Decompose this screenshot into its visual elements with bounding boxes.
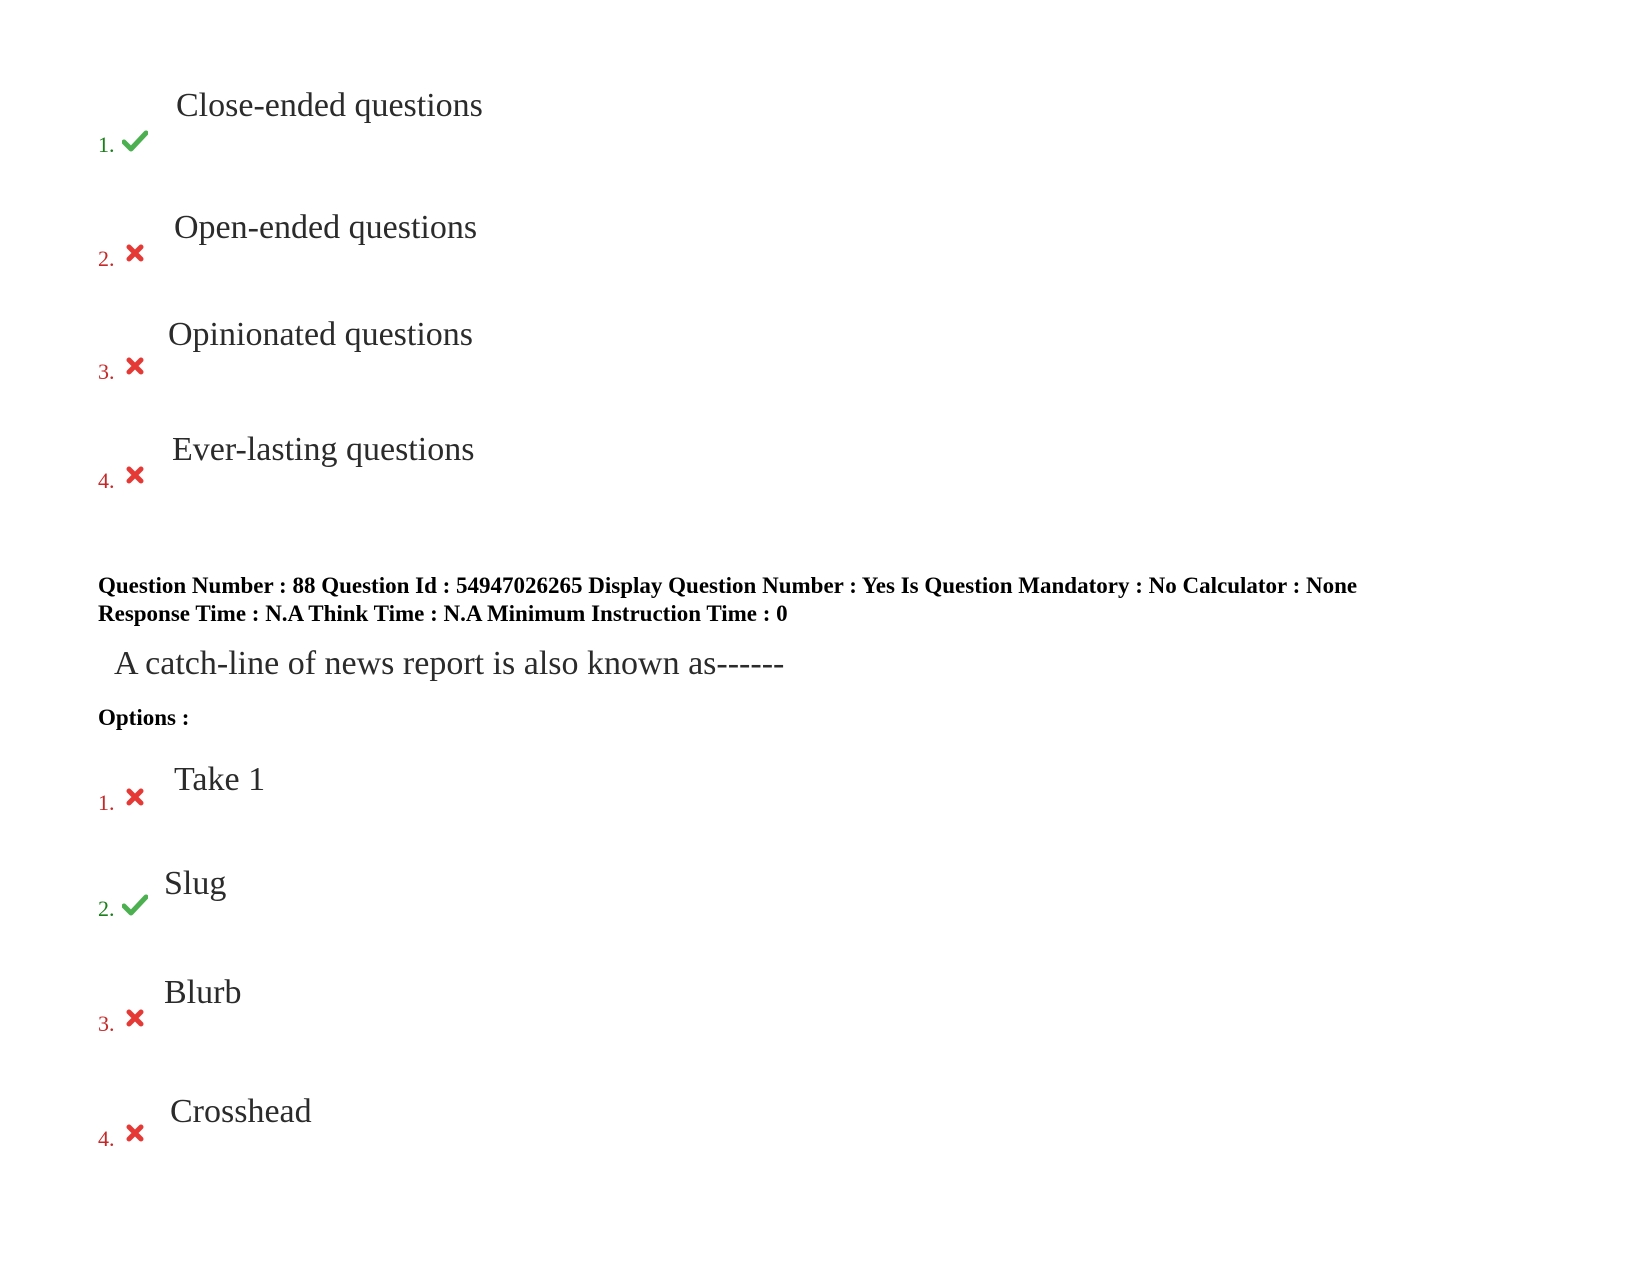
option-number: 4. xyxy=(98,1126,115,1151)
cross-icon xyxy=(122,1007,148,1029)
question-meta-line-2: Response Time : N.A Think Time : N.A Minimum Instruction Time : 0 xyxy=(98,601,788,626)
cross-icon xyxy=(122,786,148,808)
prev-option-3 xyxy=(0,315,600,405)
option-2 xyxy=(0,864,600,954)
option-number: 1. xyxy=(98,790,115,815)
prev-option-1 xyxy=(0,86,600,176)
prev-option-2 xyxy=(0,208,600,298)
option-text: Blurb xyxy=(164,974,242,1011)
option-number: 3. xyxy=(98,359,115,384)
option-1 xyxy=(0,760,600,850)
cross-icon xyxy=(122,1122,148,1144)
option-text: Opinionated questions xyxy=(168,316,474,353)
option-3 xyxy=(0,973,600,1063)
option-text: Ever-lasting questions xyxy=(172,431,475,468)
prev-option-4 xyxy=(0,430,600,520)
options-label: Options : xyxy=(98,705,190,730)
option-number: 3. xyxy=(98,1011,115,1036)
check-icon xyxy=(122,130,148,152)
cross-icon xyxy=(122,242,148,264)
question-meta-line-1: Question Number : 88 Question Id : 54947026265 Display Question Number : Yes Is Question Mandatory : No Calculator : None xyxy=(98,573,1358,598)
question-text: A catch-line of news report is also known as------ xyxy=(114,645,785,682)
cross-icon xyxy=(122,355,148,377)
cross-icon xyxy=(122,464,148,486)
option-4 xyxy=(0,1092,600,1182)
option-number: 2. xyxy=(98,896,115,921)
option-text: Take 1 xyxy=(174,761,266,798)
option-number: 2. xyxy=(98,246,115,271)
option-text: Crosshead xyxy=(170,1093,312,1130)
option-number: 4. xyxy=(98,468,115,493)
option-text: Slug xyxy=(164,865,227,902)
option-text: Open-ended questions xyxy=(174,209,478,246)
option-text: Close-ended questions xyxy=(176,87,483,124)
check-icon xyxy=(122,894,148,916)
option-number: 1. xyxy=(98,132,115,157)
